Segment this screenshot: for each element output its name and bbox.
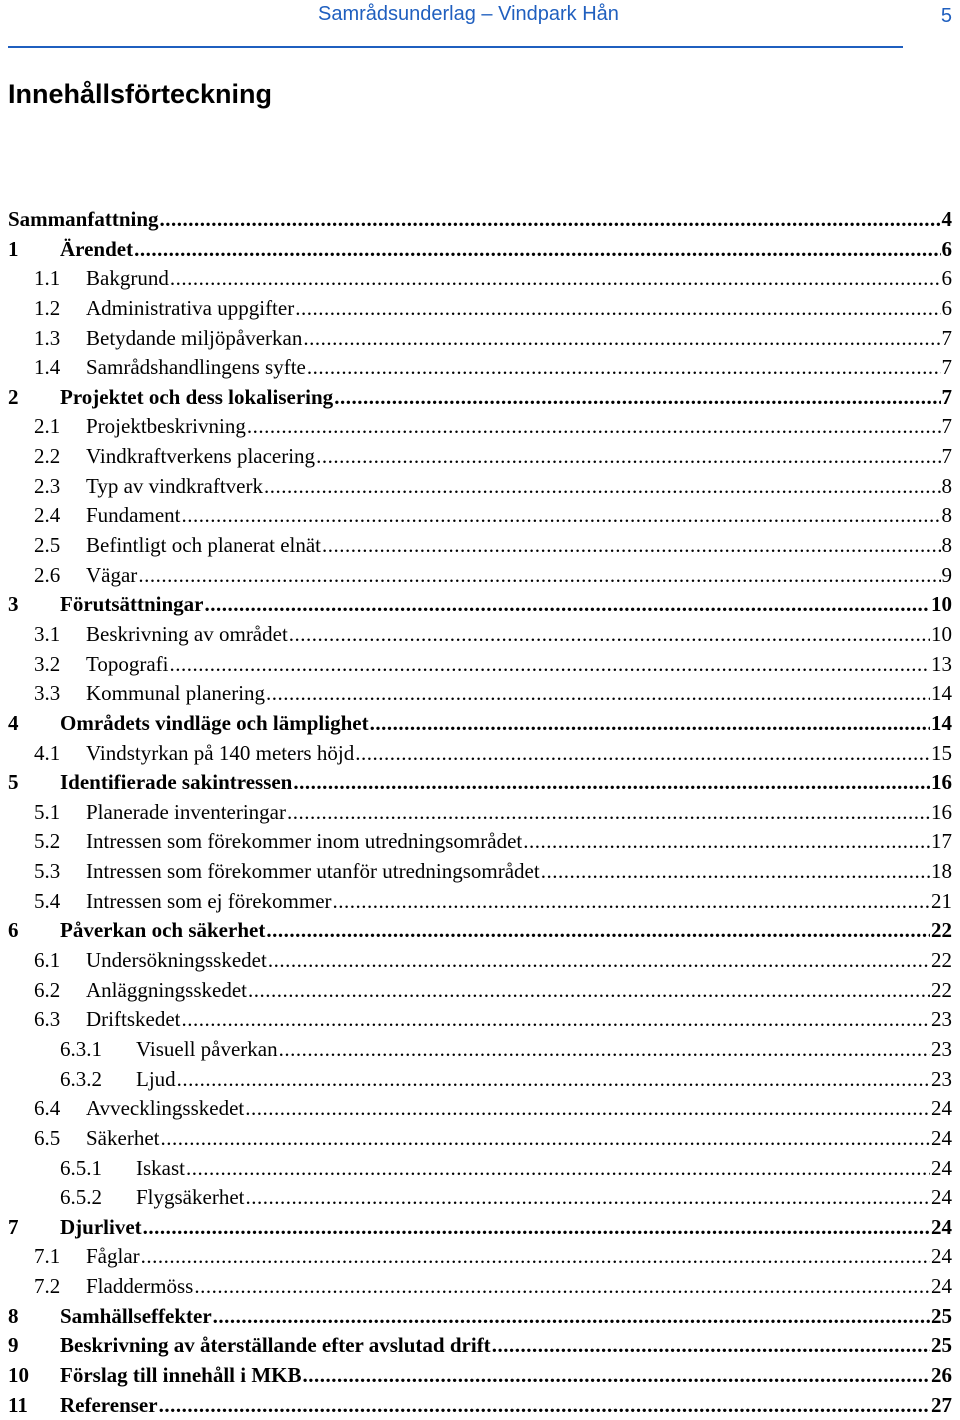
toc-dot-leader [160,1124,930,1154]
toc-entry-number: 5.2 [34,829,61,854]
toc-dot-leader [141,1242,930,1272]
toc-entry-title: Befintligt och planerat elnät [86,533,321,558]
toc-entry[interactable] [8,442,952,472]
toc-entry[interactable] [8,739,952,769]
toc-entry-title: Områdets vindläge och lämplighet [60,710,369,735]
toc-entry-title: Samrådshandlingens syfte [86,355,306,380]
toc-entry-title: Driftskedet [86,1007,181,1032]
toc-entry-page: 13 [931,651,952,676]
toc-entry-title: Administrativa uppgifter [86,295,295,320]
toc-dot-leader [289,620,930,650]
toc-entry-title: Beskrivning av återställande efter avslutad drift [60,1333,491,1358]
toc-entry-title: Påverkan och säkerhet [60,918,266,943]
toc-entry-title: Identifierade sakintressen [60,770,293,795]
toc-entry-page: 10 [931,621,952,646]
toc-entry[interactable] [8,1094,952,1124]
toc-dot-leader [307,353,941,383]
toc-entry-number: 6.1 [34,948,61,973]
toc-dot-leader [370,709,930,739]
toc-dot-leader [333,887,930,917]
toc-dot-leader [248,976,930,1006]
toc-entry-number: 5.1 [34,799,61,824]
toc-entry-number: 3.1 [34,621,61,646]
toc-entry-title: Ljud [136,1066,176,1091]
toc-entry-page: 6 [941,295,952,320]
toc-entry-page: 23 [931,1066,952,1091]
toc-entry[interactable] [8,1183,952,1213]
toc-entry-title: Fåglar [86,1244,140,1269]
toc-dot-leader [334,383,940,413]
toc-entry-number: 1.3 [34,325,61,350]
toc-entry-number: 6.5.2 [60,1185,102,1210]
toc-entry-title: Iskast [136,1155,185,1180]
toc-dot-leader [143,1213,930,1243]
toc-dot-leader [177,1065,930,1095]
toc-entry[interactable] [8,531,952,561]
toc-dot-leader [245,1094,930,1124]
toc-entry-title: Fundament [86,503,181,528]
toc-entry-number: 4 [8,710,19,735]
toc-dot-leader [264,472,941,502]
toc-entry-number: 6.4 [34,1096,61,1121]
toc-entry-page: 7 [941,384,952,409]
toc-entry-title: Säkerhet [86,1125,160,1150]
toc-entry-number: 3 [8,592,19,617]
toc-dot-leader [303,1361,930,1391]
toc-entry[interactable] [8,501,952,531]
toc-entry-title: Djurlivet [60,1214,142,1239]
toc-entry-number: 11 [8,1392,28,1417]
toc-entry-number: 1 [8,236,19,261]
toc-dot-leader [266,916,930,946]
toc-entry-number: 1.4 [34,355,61,380]
toc-entry-page: 9 [941,562,952,587]
toc-entry-page: 22 [931,948,952,973]
toc-dot-leader [182,501,941,531]
toc-entry-title: Förslag till innehåll i MKB [60,1362,302,1387]
toc-entry[interactable] [8,561,952,591]
toc-dot-leader [181,1005,930,1035]
toc-dot-leader [279,1035,930,1065]
toc-entry[interactable] [8,887,952,917]
toc-dot-leader [213,1302,930,1332]
toc-entry-title: Projektet och dess lokalisering [60,384,334,409]
toc-entry[interactable] [8,1272,952,1302]
toc-dot-leader [205,590,931,620]
toc-entry-title: Kommunal planering [86,681,266,706]
toc-entry-number: 2.1 [34,414,61,439]
toc-entry-number: 2.2 [34,444,61,469]
toc-entry-page: 25 [931,1333,952,1358]
toc-entry[interactable] [8,1005,952,1035]
toc-entry-title: Intressen som ej förekommer [86,888,332,913]
toc-entry[interactable] [8,1154,952,1184]
toc-entry-page: 4 [941,207,952,231]
toc-dot-leader [170,264,941,294]
header-divider [8,46,903,48]
toc-entry-title: Fladdermöss [86,1274,194,1299]
toc-entry-title: Flygsäkerhet [136,1185,245,1210]
toc-entry-title: Topografi [86,651,169,676]
toc-entry-page: 22 [931,918,952,943]
toc-entry[interactable] [8,1213,952,1243]
toc-entry[interactable] [8,916,952,946]
toc-entry-title: Intressen som förekommer utanför utredningsområdet [86,859,540,884]
toc-entry[interactable] [8,1035,952,1065]
toc-entry-number: 8 [8,1303,19,1328]
toc-entry[interactable] [8,857,952,887]
toc-entry-number: 6.5 [34,1125,61,1150]
toc-entry-number: 10 [8,1362,29,1387]
toc-entry[interactable] [8,324,952,354]
page-number: 5 [940,5,952,27]
toc-entry-page: 18 [931,859,952,884]
toc-entry[interactable] [8,472,952,502]
toc-entry-title: Beskrivning av området [86,621,288,646]
toc-entry-number: 6.5.1 [60,1155,102,1180]
toc-entry-title: Sammanfattning [8,207,159,231]
toc-entry-page: 6 [941,266,952,291]
toc-entry-page: 10 [931,592,952,617]
toc-entry-page: 14 [931,710,952,735]
toc-entry[interactable] [8,353,952,383]
toc-entry[interactable] [8,1124,952,1154]
toc-entry[interactable] [8,205,952,235]
table-of-contents [8,205,952,1420]
toc-entry-page: 8 [941,503,952,528]
toc-dot-leader [170,650,930,680]
toc-entry-number: 3.2 [34,651,61,676]
toc-entry-title: Planerade inventeringar [86,799,286,824]
toc-entry-number: 2.3 [34,473,61,498]
toc-entry-number: 5.4 [34,888,61,913]
toc-entry-page: 24 [931,1185,952,1210]
toc-entry-title: Typ av vindkraftverk [86,473,263,498]
toc-entry-title: Vägar [86,562,138,587]
toc-entry-page: 26 [931,1362,952,1387]
toc-entry-title: Avvecklingsskedet [86,1096,245,1121]
toc-entry[interactable] [8,264,952,294]
toc-entry-number: 7.1 [34,1244,61,1269]
toc-entry-title: Projektbeskrivning [86,414,246,439]
toc-entry-page: 17 [931,829,952,854]
toc-entry-number: 5.3 [34,859,61,884]
toc-entry-page: 21 [931,888,952,913]
toc-entry-number: 6.3 [34,1007,61,1032]
toc-entry-number: 2.4 [34,503,61,528]
toc-entry[interactable] [8,1331,952,1361]
toc-entry-page: 24 [931,1155,952,1180]
toc-entry-number: 2.6 [34,562,61,587]
toc-entry[interactable] [8,235,952,265]
toc-entry-page: 22 [931,977,952,1002]
toc-dot-leader [247,412,941,442]
toc-entry-number: 6.3.2 [60,1066,102,1091]
toc-entry-title: Ärendet [60,236,134,261]
toc-entry-title: Bakgrund [86,266,169,291]
document-title: Samrådsunderlag – Vindpark Hån [318,3,619,25]
toc-entry-page: 8 [941,533,952,558]
toc-dot-leader [194,1272,930,1302]
toc-entry-title: Visuell påverkan [136,1036,278,1061]
toc-entry-page: 24 [931,1096,952,1121]
toc-entry[interactable] [8,590,952,620]
toc-entry[interactable] [8,679,952,709]
toc-dot-leader [316,442,940,472]
toc-entry-page: 24 [931,1274,952,1299]
toc-entry[interactable] [8,827,952,857]
page-header [0,0,960,50]
toc-entry-page: 15 [931,740,952,765]
toc-entry[interactable] [8,650,952,680]
toc-dot-leader [322,531,941,561]
toc-entry-title: Vindstyrkan på 140 meters höjd [86,740,355,765]
toc-dot-leader [303,324,940,354]
toc-dot-leader [541,857,930,887]
toc-entry-title: Undersökningsskedet [86,948,267,973]
toc-dot-leader [293,768,930,798]
toc-entry[interactable] [8,946,952,976]
toc-dot-leader [287,798,930,828]
toc-entry-number: 1.1 [34,266,61,291]
toc-entry-number: 2.5 [34,533,61,558]
toc-entry-page: 8 [941,473,952,498]
toc-entry-page: 23 [931,1036,952,1061]
toc-entry-number: 4.1 [34,740,61,765]
toc-entry-title: Intressen som förekommer inom utredningsområdet [86,829,523,854]
toc-entry-number: 5 [8,770,19,795]
toc-entry-title: Förutsättningar [60,592,204,617]
toc-entry-number: 2 [8,384,19,409]
toc-entry-title: Anläggningsskedet [86,977,247,1002]
toc-entry[interactable] [8,1361,952,1391]
toc-entry-page: 7 [941,325,952,350]
toc-entry[interactable] [8,383,952,413]
toc-entry[interactable] [8,768,952,798]
toc-entry-title: Referenser [60,1392,158,1417]
toc-heading: Innehållsförteckning [8,79,273,109]
toc-dot-leader [134,235,940,265]
toc-entry-page: 16 [931,770,952,795]
toc-entry[interactable] [8,294,952,324]
toc-entry-page: 27 [931,1392,952,1417]
toc-entry-number: 6 [8,918,19,943]
toc-entry-number: 7 [8,1214,19,1239]
toc-entry-number: 6.2 [34,977,61,1002]
toc-entry-title: Samhällseffekter [60,1303,212,1328]
toc-dot-leader [355,739,930,769]
toc-entry-page: 7 [941,444,952,469]
toc-entry[interactable] [8,1242,952,1272]
toc-entry-page: 24 [931,1214,952,1239]
toc-dot-leader [160,205,941,235]
toc-entry-number: 7.2 [34,1274,61,1299]
toc-dot-leader [295,294,940,324]
toc-entry[interactable] [8,976,952,1006]
toc-entry[interactable] [8,620,952,650]
toc-dot-leader [138,561,940,591]
toc-entry-number: 3.3 [34,681,61,706]
toc-entry-page: 25 [931,1303,952,1328]
toc-entry-page: 23 [931,1007,952,1032]
toc-entry-title: Vindkraftverkens placering [86,444,316,469]
toc-entry[interactable] [8,412,952,442]
toc-entry[interactable] [8,1391,952,1420]
toc-dot-leader [268,946,930,976]
toc-entry[interactable] [8,709,952,739]
toc-entry-title: Betydande miljöpåverkan [86,325,303,350]
toc-dot-leader [523,827,930,857]
toc-entry-page: 7 [941,355,952,380]
toc-entry-page: 6 [941,236,952,261]
toc-entry-number: 6.3.1 [60,1036,102,1061]
toc-dot-leader [159,1391,930,1420]
toc-entry[interactable] [8,1302,952,1332]
toc-entry-page: 16 [931,799,952,824]
toc-entry-number: 9 [8,1333,19,1358]
toc-dot-leader [245,1183,930,1213]
toc-entry-page: 14 [931,681,952,706]
toc-entry-page: 24 [931,1125,952,1150]
toc-entry-number: 1.2 [34,295,61,320]
toc-entry-page: 7 [941,414,952,439]
toc-entry-page: 24 [931,1244,952,1269]
toc-dot-leader [492,1331,930,1361]
toc-dot-leader [266,679,930,709]
toc-entry[interactable] [8,798,952,828]
toc-entry[interactable] [8,1065,952,1095]
toc-dot-leader [186,1154,930,1184]
